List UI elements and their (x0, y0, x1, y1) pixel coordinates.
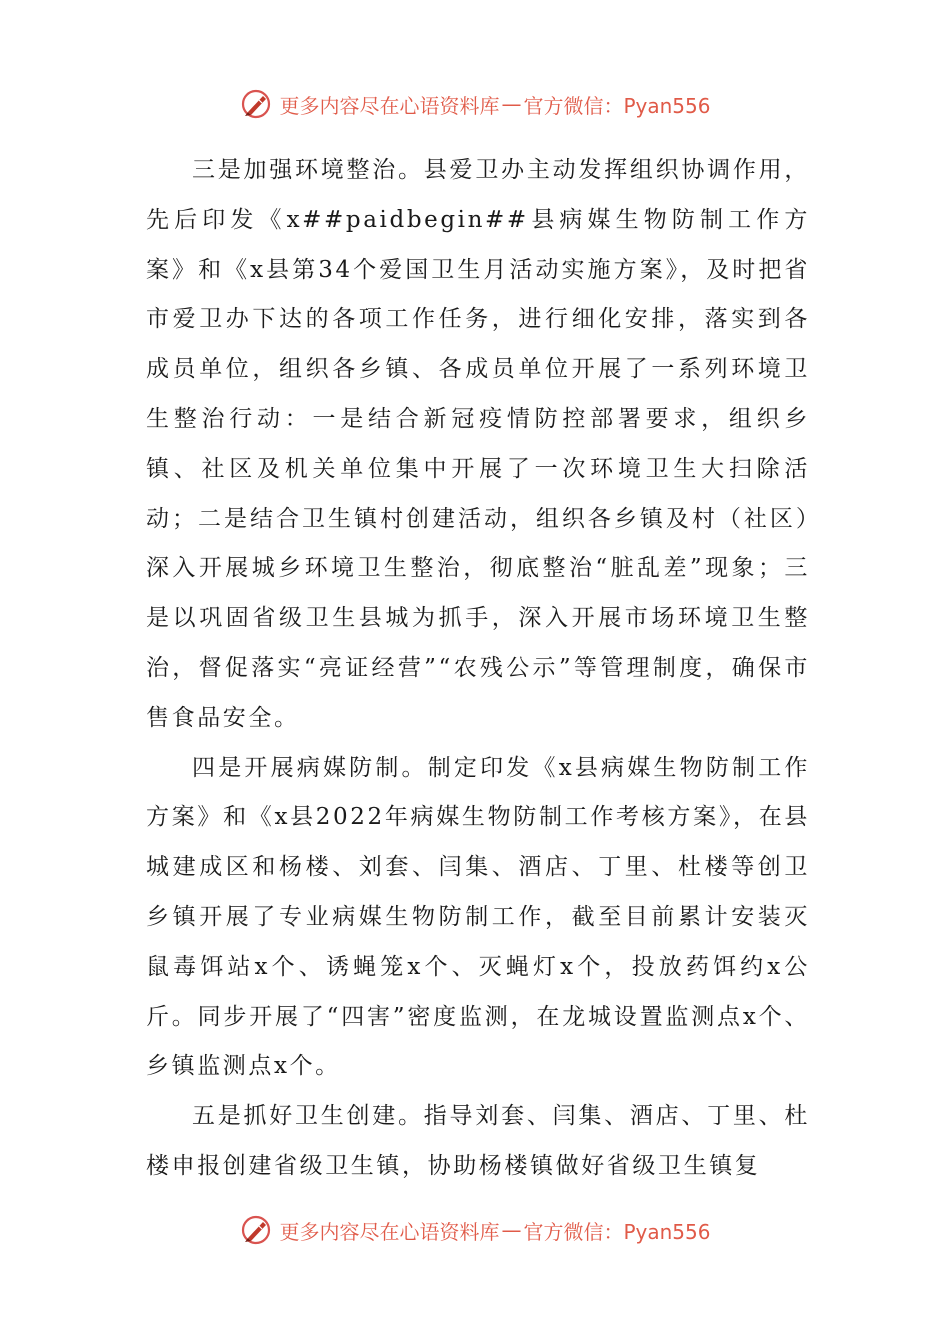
paragraph-vector-control: 四是开展病媒防制。制定印发《x县病媒生物防制工作方案》和《x县2022年病媒生物防制工作考核方案》，在县城建成区和杨楼、刘套、闫集、酒店、丁里、杜楼等创卫乡镇开展了专业病媒生物防制工作，截至目前累计安装灭鼠毒饵站x个、诱蝇笼x个、灭蝇灯x个，投放药饵约x公斤。同步开展了“四害”密度监测，在龙城设置监测点x个、乡镇监测点x个。 (146, 754, 810, 1080)
watermark-text: 更多内容尽在心语资料库 (279, 93, 500, 118)
footer-watermark-banner (0, 1210, 950, 1250)
watermark-account: 官方微信：Pyan556 (523, 93, 711, 118)
pen-logo-icon (239, 87, 273, 121)
paragraph-environment: 三是加强环境整治。县爱卫办主动发挥组织协调作用，先后印发《x##paidbegin##县病媒生物防制工作方案》和《x县第34个爱国卫生月活动实施方案》，及时把省市爱卫办下达的各项工作任务，进行细化安排，落实到各成员单位，组织各乡镇、各成员单位开展了一系列环境卫生整治行动：一是结合新冠疫情防控部署要求，组织乡镇、社区及机关单位集中开展了一次环境卫生大扫除活动；二是结合卫生镇村创建活动，组织各乡镇及村（社区）深入开展城乡环境卫生整治，彻底整治“脏乱差”现象；三是以巩固省级卫生县城为抓手，深入开展市场环境卫生整治，督促落实“亮证经营”“农残公示”等管理制度，确保市售食品安全。 (146, 157, 810, 731)
header-watermark-banner (0, 84, 950, 124)
paragraph-health-creation: 五是抓好卫生创建。指导刘套、闫集、酒店、丁里、杜楼申报创建省级卫生镇，协助杨楼镇做好省级卫生镇复 (146, 1103, 810, 1179)
pen-logo-icon (239, 1213, 273, 1247)
watermark-text: 更多内容尽在心语资料库 (279, 1219, 500, 1244)
watermark-separator: — (501, 92, 522, 116)
watermark-account: 官方微信：Pyan556 (523, 1219, 711, 1244)
document-body (146, 146, 810, 1192)
watermark-separator: — (501, 1218, 522, 1242)
